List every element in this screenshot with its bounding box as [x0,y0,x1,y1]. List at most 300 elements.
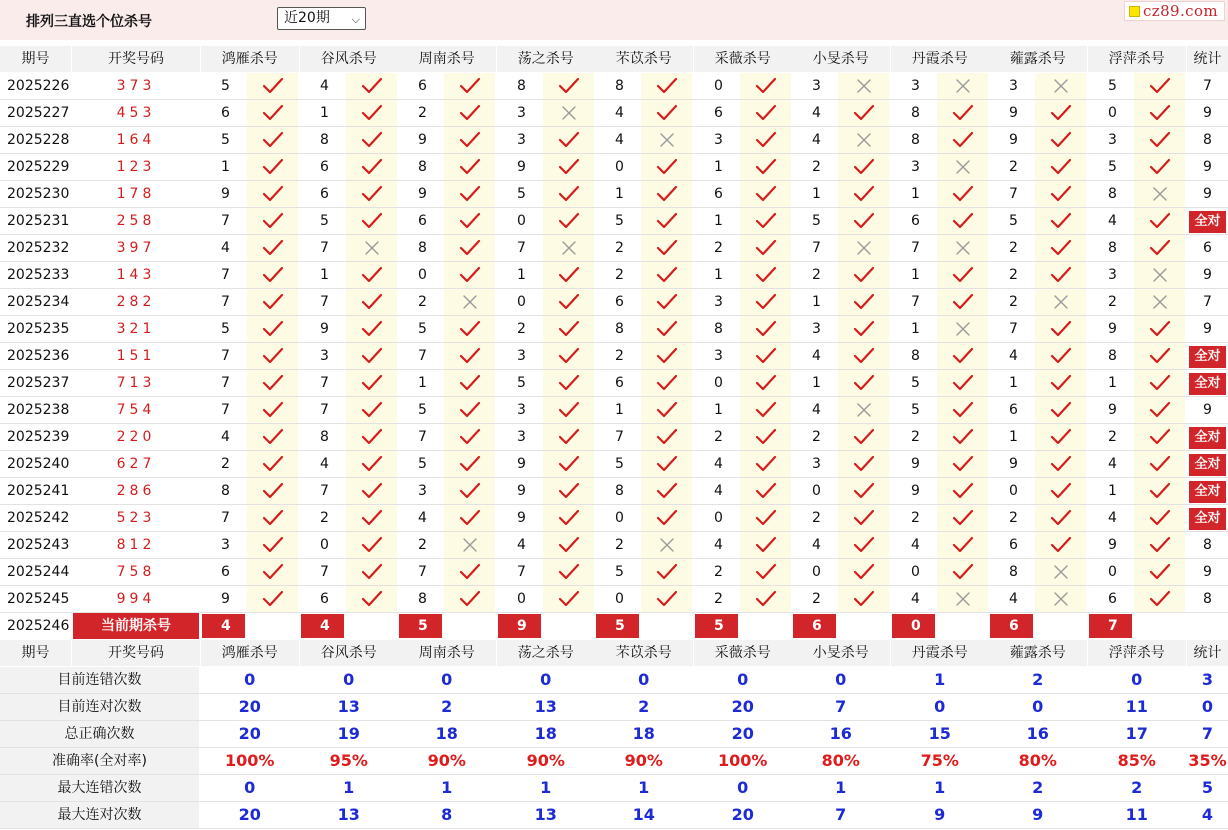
cross-icon [641,532,692,558]
header-killer: 小旻杀号 [792,46,890,72]
kill-number: 1 [714,402,723,418]
check-icon [937,262,988,288]
check-icon [838,559,889,585]
kill-number: 1 [1009,375,1018,391]
stat-value: 9 [1203,105,1212,121]
kill-number: 2 [615,267,624,283]
kill-number: 5 [911,375,920,391]
kill-number: 0 [911,564,920,580]
kill-number: 7 [615,429,624,445]
kill-number: 9 [1009,105,1018,121]
check-icon [543,262,594,288]
cross-icon [937,73,988,99]
kill-number: 1 [714,213,723,229]
kill-number: 9 [418,132,427,148]
check-icon [1134,559,1185,585]
kill-number: 0 [615,591,624,607]
summary-stat: 7 [1201,724,1214,743]
cross-icon [937,235,988,261]
header-killer: 蕹露杀号 [989,46,1087,72]
current-kill-number: 7 [1089,614,1132,638]
top-bar [0,0,1228,40]
issue-cell: 2025232 [0,235,72,262]
check-icon [346,505,397,531]
draw-number: 994 [116,591,156,607]
issue-cell: 2025235 [0,316,72,343]
kill-number: 6 [320,159,329,175]
kill-number: 2 [418,294,427,310]
check-icon [543,289,594,315]
summary-value: 80% [1018,751,1057,770]
kill-number: 4 [1108,510,1117,526]
kill-number: 0 [517,294,526,310]
check-icon [740,262,791,288]
draw-number: 151 [116,348,156,364]
check-icon [1134,424,1185,450]
kill-number: 8 [320,132,329,148]
header-draw: 开奖号码 [72,46,200,72]
kill-number: 7 [517,240,526,256]
row-divider [0,828,1228,829]
summary-value: 18 [632,724,655,743]
kill-number: 6 [911,213,920,229]
check-icon [740,181,791,207]
check-icon [543,181,594,207]
kill-number: 9 [911,456,920,472]
kill-number: 5 [221,321,230,337]
kill-number: 2 [911,510,920,526]
summary-value: 100% [225,751,275,770]
issue-cell: 2025226 [0,73,72,100]
check-icon [346,424,397,450]
draw-number: 758 [116,564,156,580]
summary-value: 90% [526,751,565,770]
check-icon [937,397,988,423]
check-icon [838,208,889,234]
kill-number: 9 [1009,132,1018,148]
summary-value: 16 [1026,724,1049,743]
check-icon [838,100,889,126]
kill-number: 9 [418,186,427,202]
check-icon [247,100,298,126]
check-icon [346,559,397,585]
issue-cell: 2025244 [0,559,72,586]
kill-number: 7 [320,564,329,580]
kill-number: 4 [812,402,821,418]
check-icon [444,559,495,585]
kill-number: 7 [320,402,329,418]
check-icon [247,559,298,585]
all-correct-badge: 全对 [1189,211,1226,233]
footer-header-draw: 开奖号码 [72,640,200,666]
summary-value: 0 [934,697,946,716]
kill-number: 2 [1009,159,1018,175]
draw-number: 143 [116,267,156,283]
kill-number: 4 [320,78,329,94]
summary-label: 准确率(全对率) [0,748,199,774]
summary-value: 0 [244,670,256,689]
period-select[interactable] [277,7,366,30]
check-icon [346,532,397,558]
check-icon [740,127,791,153]
kill-number: 4 [418,510,427,526]
cross-icon [838,127,889,153]
stat-value: 9 [1203,564,1212,580]
check-icon [346,397,397,423]
kill-number: 4 [615,132,624,148]
page-title: 排列三直选个位杀号 [26,14,152,30]
cross-icon [1035,586,1086,612]
check-icon [1134,451,1185,477]
check-icon [641,181,692,207]
summary-label: 总正确次数 [0,721,199,747]
check-icon [1134,235,1185,261]
kill-number: 8 [1108,348,1117,364]
summary-value: 20 [238,697,261,716]
summary-value: 1 [934,778,946,797]
check-icon [1134,532,1185,558]
check-icon [444,316,495,342]
check-icon [1035,154,1086,180]
kill-number: 0 [320,537,329,553]
kill-number: 4 [812,537,821,553]
kill-number: 1 [418,375,427,391]
kill-number: 5 [418,321,427,337]
summary-value: 0 [441,670,453,689]
cross-icon [1035,73,1086,99]
kill-number: 2 [418,537,427,553]
kill-number: 8 [615,321,624,337]
check-icon [740,505,791,531]
kill-number: 2 [812,591,821,607]
check-icon [1134,100,1185,126]
current-kill-number: 5 [695,614,738,638]
check-icon [247,73,298,99]
kill-number: 3 [812,321,821,337]
kill-number: 0 [615,159,624,175]
kill-number: 1 [221,159,230,175]
stat-value: 8 [1203,132,1212,148]
check-icon [838,289,889,315]
summary-value: 20 [238,724,261,743]
check-icon [1035,181,1086,207]
kill-number: 3 [517,348,526,364]
kill-number: 1 [812,294,821,310]
kill-number: 0 [812,483,821,499]
stat-value: 9 [1203,159,1212,175]
summary-value: 0 [638,670,650,689]
kill-number: 0 [812,564,821,580]
summary-value: 14 [632,805,655,824]
check-icon [937,370,988,396]
kill-number: 9 [221,186,230,202]
check-icon [247,154,298,180]
kill-number: 2 [1009,294,1018,310]
check-icon [444,127,495,153]
summary-value: 13 [337,805,360,824]
kill-number: 7 [911,240,920,256]
summary-value: 1 [835,778,847,797]
footer-header-killer: 丹霞杀号 [891,640,989,666]
kill-number: 0 [1108,105,1117,121]
draw-number: 713 [116,375,156,391]
check-icon [641,559,692,585]
kill-number: 6 [221,564,230,580]
check-icon [1134,316,1185,342]
summary-value: 17 [1125,724,1148,743]
summary-value: 2 [638,697,650,716]
summary-value: 11 [1125,805,1148,824]
kill-number: 6 [1108,591,1117,607]
summary-label: 目前连错次数 [0,667,199,693]
check-icon [641,262,692,288]
kill-number: 2 [1009,240,1018,256]
check-icon [247,505,298,531]
kill-number: 3 [714,294,723,310]
stat-value: 8 [1203,591,1212,607]
kill-number: 2 [1009,510,1018,526]
kill-number: 9 [517,510,526,526]
kill-number: 2 [714,240,723,256]
kill-number: 7 [418,429,427,445]
check-icon [937,343,988,369]
kill-number: 0 [517,591,526,607]
check-icon [444,451,495,477]
logo-text: cz89.com [1143,2,1219,20]
kill-number: 3 [517,429,526,445]
check-icon [247,370,298,396]
kill-number: 0 [714,510,723,526]
check-icon [838,478,889,504]
kill-number: 1 [320,267,329,283]
issue-cell: 2025240 [0,451,72,478]
site-logo[interactable] [1124,1,1225,21]
all-correct-badge: 全对 [1189,481,1226,503]
cross-icon [1134,289,1185,315]
kill-number: 5 [517,186,526,202]
cross-icon [937,154,988,180]
summary-value: 20 [731,805,754,824]
kill-number: 6 [320,186,329,202]
cross-icon [641,127,692,153]
summary-value: 2 [1131,778,1143,797]
summary-value: 90% [427,751,466,770]
kill-number: 2 [714,591,723,607]
kill-number: 7 [320,294,329,310]
issue-cell: 2025233 [0,262,72,289]
stat-value: 6 [1203,240,1212,256]
check-icon [937,505,988,531]
kill-number: 0 [615,510,624,526]
summary-value: 0 [737,670,749,689]
kill-number: 2 [615,240,624,256]
kill-number: 3 [1009,78,1018,94]
check-icon [1134,478,1185,504]
kill-number: 4 [1108,213,1117,229]
draw-number: 220 [116,429,156,445]
all-correct-badge: 全对 [1189,346,1226,368]
check-icon [247,532,298,558]
check-icon [346,370,397,396]
header-killer: 鸿雁杀号 [201,46,299,72]
footer-header-killer: 浮萍杀号 [1088,640,1186,666]
check-icon [1134,127,1185,153]
header-issue: 期号 [0,46,71,72]
check-icon [346,343,397,369]
check-icon [937,208,988,234]
cross-icon [1035,559,1086,585]
kill-number: 3 [320,348,329,364]
all-correct-badge: 全对 [1189,373,1226,395]
check-icon [641,370,692,396]
kill-number: 2 [911,429,920,445]
summary-value: 1 [441,778,453,797]
kill-number: 6 [615,375,624,391]
kill-number: 7 [221,267,230,283]
check-icon [740,235,791,261]
kill-number: 0 [517,213,526,229]
summary-value: 1 [638,778,650,797]
cross-icon [1134,181,1185,207]
check-icon [1035,343,1086,369]
kill-number: 1 [615,402,624,418]
kill-number: 2 [1009,267,1018,283]
kill-number: 3 [221,537,230,553]
cross-icon [1035,289,1086,315]
kill-number: 3 [517,105,526,121]
kill-number: 9 [1108,321,1117,337]
check-icon [247,262,298,288]
kill-number: 9 [1108,537,1117,553]
summary-label: 目前连对次数 [0,694,199,720]
cross-icon [543,235,594,261]
kill-number: 4 [615,105,624,121]
issue-cell: 2025236 [0,343,72,370]
cross-icon [937,316,988,342]
summary-stat: 5 [1201,778,1214,797]
check-icon [838,154,889,180]
issue-cell: 2025234 [0,289,72,316]
kill-number: 1 [812,186,821,202]
issue-cell: 2025227 [0,100,72,127]
kill-number: 5 [812,213,821,229]
summary-value: 95% [329,751,368,770]
check-icon [1035,451,1086,477]
current-kill-number: 6 [793,614,836,638]
check-icon [740,316,791,342]
kill-number: 8 [1108,186,1117,202]
kill-number: 1 [1108,375,1117,391]
draw-number: 754 [116,402,156,418]
stat-value: 9 [1203,267,1212,283]
check-icon [346,451,397,477]
stat-value: 9 [1203,186,1212,202]
cross-icon [838,397,889,423]
check-icon [1134,208,1185,234]
check-icon [1134,154,1185,180]
kill-number: 7 [517,564,526,580]
kill-number: 4 [714,456,723,472]
check-icon [346,100,397,126]
summary-value: 16 [829,724,852,743]
check-icon [641,100,692,126]
check-icon [543,505,594,531]
current-kill-number: 9 [498,614,541,638]
issue-cell: 2025241 [0,478,72,505]
check-icon [740,208,791,234]
check-icon [1134,343,1185,369]
check-icon [641,505,692,531]
draw-number: 397 [116,240,156,256]
kill-number: 3 [812,78,821,94]
chevron-down-icon: ⌵ [351,13,360,26]
summary-value: 0 [835,670,847,689]
kill-number: 8 [221,483,230,499]
footer-header-issue: 期号 [0,640,71,666]
check-icon [641,235,692,261]
summary-label: 最大连错次数 [0,775,199,801]
check-icon [346,586,397,612]
kill-number: 3 [812,456,821,472]
cross-icon [1134,262,1185,288]
check-icon [1035,397,1086,423]
cross-icon [444,532,495,558]
check-icon [247,127,298,153]
issue-cell: 2025237 [0,370,72,397]
summary-value: 11 [1125,697,1148,716]
summary-label: 最大连对次数 [0,802,199,828]
kill-number: 8 [418,240,427,256]
header-killer: 丹霞杀号 [891,46,989,72]
summary-stat: 4 [1201,805,1214,824]
kill-number: 4 [221,240,230,256]
summary-value: 13 [337,697,360,716]
check-icon [543,532,594,558]
check-icon [543,451,594,477]
kill-number: 9 [517,483,526,499]
kill-number: 2 [615,537,624,553]
check-icon [641,343,692,369]
cross-icon [937,586,988,612]
kill-number: 4 [320,456,329,472]
kill-number: 0 [1108,564,1117,580]
check-icon [937,181,988,207]
summary-value: 8 [441,805,453,824]
check-icon [543,127,594,153]
kill-number: 8 [418,159,427,175]
kill-number: 1 [517,267,526,283]
stat-value: 9 [1203,402,1212,418]
draw-number: 321 [116,321,156,337]
current-kill-number: 0 [892,614,935,638]
check-icon [444,262,495,288]
kill-number: 6 [221,105,230,121]
check-icon [444,424,495,450]
kill-number: 5 [221,78,230,94]
kill-number: 8 [911,105,920,121]
kill-number: 8 [1009,564,1018,580]
kill-number: 9 [517,456,526,472]
footer-header-killer: 小旻杀号 [792,640,890,666]
check-icon [641,208,692,234]
kill-number: 6 [714,186,723,202]
kill-number: 9 [517,159,526,175]
check-icon [641,316,692,342]
kill-number: 8 [320,429,329,445]
check-icon [937,532,988,558]
kill-number: 5 [1009,213,1018,229]
check-icon [740,397,791,423]
